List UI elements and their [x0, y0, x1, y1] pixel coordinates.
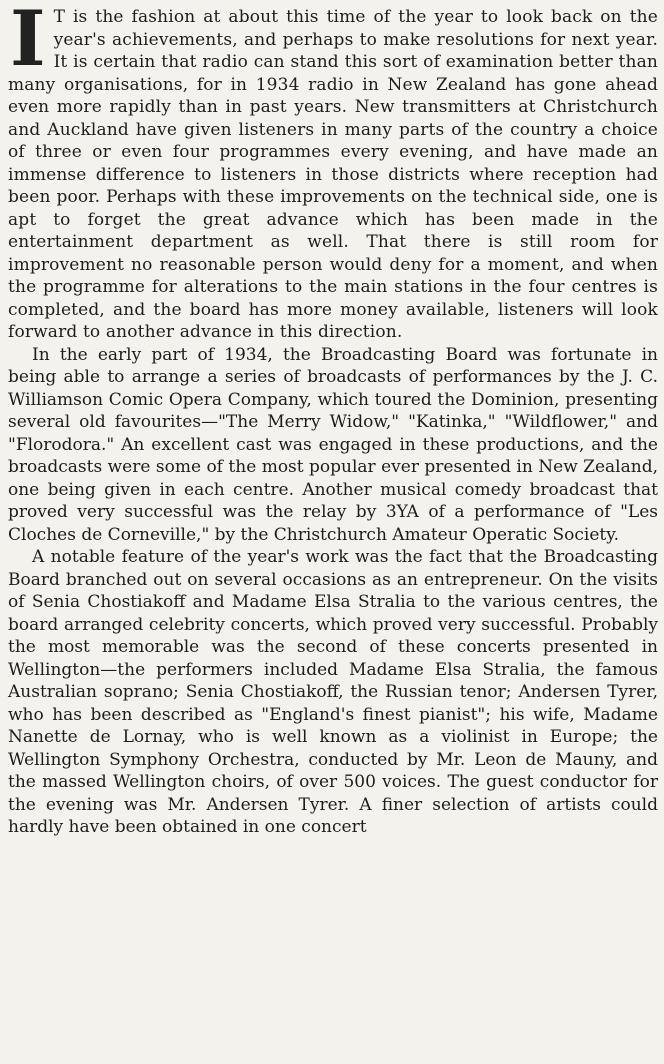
paragraph-1-text: T is the fashion at about this time of the year to look back on the year's achievements, and perhaps to make resolutions for next year. It is certain that radio can stand this sort of examination better than many organisations, for in 1934 radio in New Zealand has gone ahead even more rapidly than in past years. New transmitters at Christchurch and Auckland have given listeners in many parts of the country a choice of three or even four programmes every evening, and have made an immense difference to listeners in those districts where reception had been poor. Perhaps with these improvements on the technical side, one is apt to forget the great advance which has been made in the entertainment department as well. That there is still room for improvement no reasonable person would deny for a moment, and when the programme for alterations to the main stations in the four centres is completed, and the board has more money available, listeners will look forward to another advance in this direction. — [8, 7, 658, 342]
drop-cap-initial: I — [10, 0, 46, 83]
article-paragraph-2 — [8, 344, 658, 547]
article-paragraph-1 — [8, 0, 658, 344]
paragraph-2-text: In the early part of 1934, the Broadcasting Board was fortunate in being able to arrange a series of broadcasts of performances by the J. C. Williamson Comic Opera Company, which toured the Dominion, presenting several old favourites—"The Merry Widow," "Katinka," "Wildflower," and "Florodora." An excellent cast was engaged in these productions, and the broadcasts were some of the most popular ever presented in New Zealand, one being given in each centre. Another musical comedy broadcast that proved very successful was the relay by 3YA of a performance of "Les Cloches de Corneville," by the Christchurch Amateur Operatic Society. — [8, 344, 658, 545]
article-paragraph-3 — [8, 546, 658, 839]
paragraph-3-text: A notable feature of the year's work was the fact that the Broadcasting Board branched out on several occasions as an entrepreneur. On the visits of Senia Chostiakoff and Madame Elsa Stralia to the various centres, the board arranged celebrity concerts, which proved very successful. Probably the most memorable was the second of these concerts presented in Wellington—the performers included Madame Elsa Stralia, the famous Australian soprano; Senia Chostiakoff, the Russian tenor; Andersen Tyrer, who has been described as "England's finest pianist"; his wife, Madame Nanette de Lornay, who is well known as a violinist in Europe; the Wellington Symphony Orchestra, conducted by Mr. Leon de Mauny, and the massed Wellington choirs, of over 500 voices. The guest conductor for the evening was Mr. Andersen Tyrer. A finer selection of artists could hardly have been obtained in one concert — [8, 547, 658, 837]
